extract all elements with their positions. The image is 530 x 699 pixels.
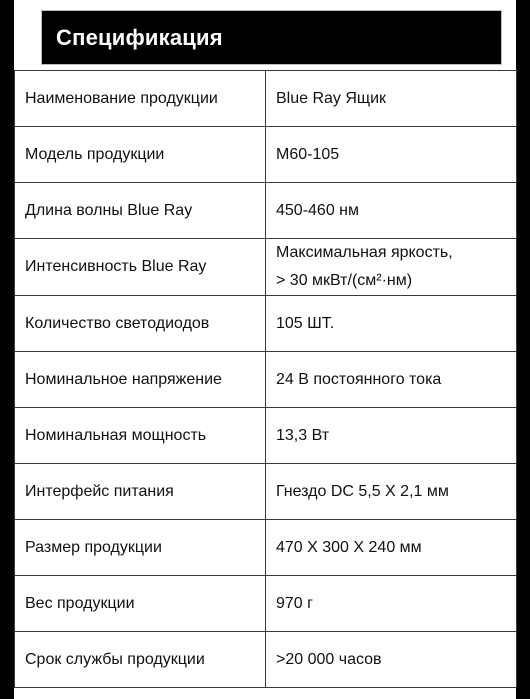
spec-label: Наименование продукции <box>15 71 266 127</box>
content-area <box>14 0 516 699</box>
spec-value: 13,3 Вт <box>266 408 517 464</box>
spec-value: M60-105 <box>266 127 517 183</box>
table-row <box>15 520 517 576</box>
table-row <box>15 296 517 352</box>
spec-label: Длина волны Blue Ray <box>15 183 266 239</box>
section-title: Спецификация <box>56 24 223 50</box>
section-header <box>41 10 502 65</box>
right-border <box>516 0 530 699</box>
spec-value: 450-460 нм <box>266 183 517 239</box>
spec-label: Срок службы продукции <box>15 632 266 688</box>
spec-label: Вес продукции <box>15 576 266 632</box>
spec-value: >20 000 часов <box>266 632 517 688</box>
table-row <box>15 576 517 632</box>
table-row <box>15 127 517 183</box>
table-row <box>15 408 517 464</box>
spec-label: Размер продукции <box>15 520 266 576</box>
spec-label: Номинальная мощность <box>15 408 266 464</box>
spec-value: Blue Ray Ящик <box>266 71 517 127</box>
spec-value: 470 X 300 X 240 мм <box>266 520 517 576</box>
table-row <box>15 71 517 127</box>
spec-value: 970 г <box>266 576 517 632</box>
spec-value: 24 В постоянного тока <box>266 352 517 408</box>
table-row <box>15 239 517 296</box>
spec-label: Модель продукции <box>15 127 266 183</box>
spec-label: Количество светодиодов <box>15 296 266 352</box>
table-row <box>15 632 517 688</box>
spec-value-line1: Максимальная яркость, <box>276 244 453 261</box>
table-row <box>15 464 517 520</box>
spec-table <box>14 70 517 688</box>
spec-value: Гнездо DC 5,5 X 2,1 мм <box>266 464 517 520</box>
left-border <box>0 0 14 699</box>
table-row <box>15 183 517 239</box>
spec-label: Интерфейс питания <box>15 464 266 520</box>
spec-value: 105 ШТ. <box>266 296 517 352</box>
spec-label: Интенсивность Blue Ray <box>15 239 266 296</box>
spec-value-multiline <box>266 239 517 296</box>
spec-label: Номинальное напряжение <box>15 352 266 408</box>
spec-value-line2: > 30 мкВт/(см²·нм) <box>276 272 413 289</box>
table-row <box>15 352 517 408</box>
